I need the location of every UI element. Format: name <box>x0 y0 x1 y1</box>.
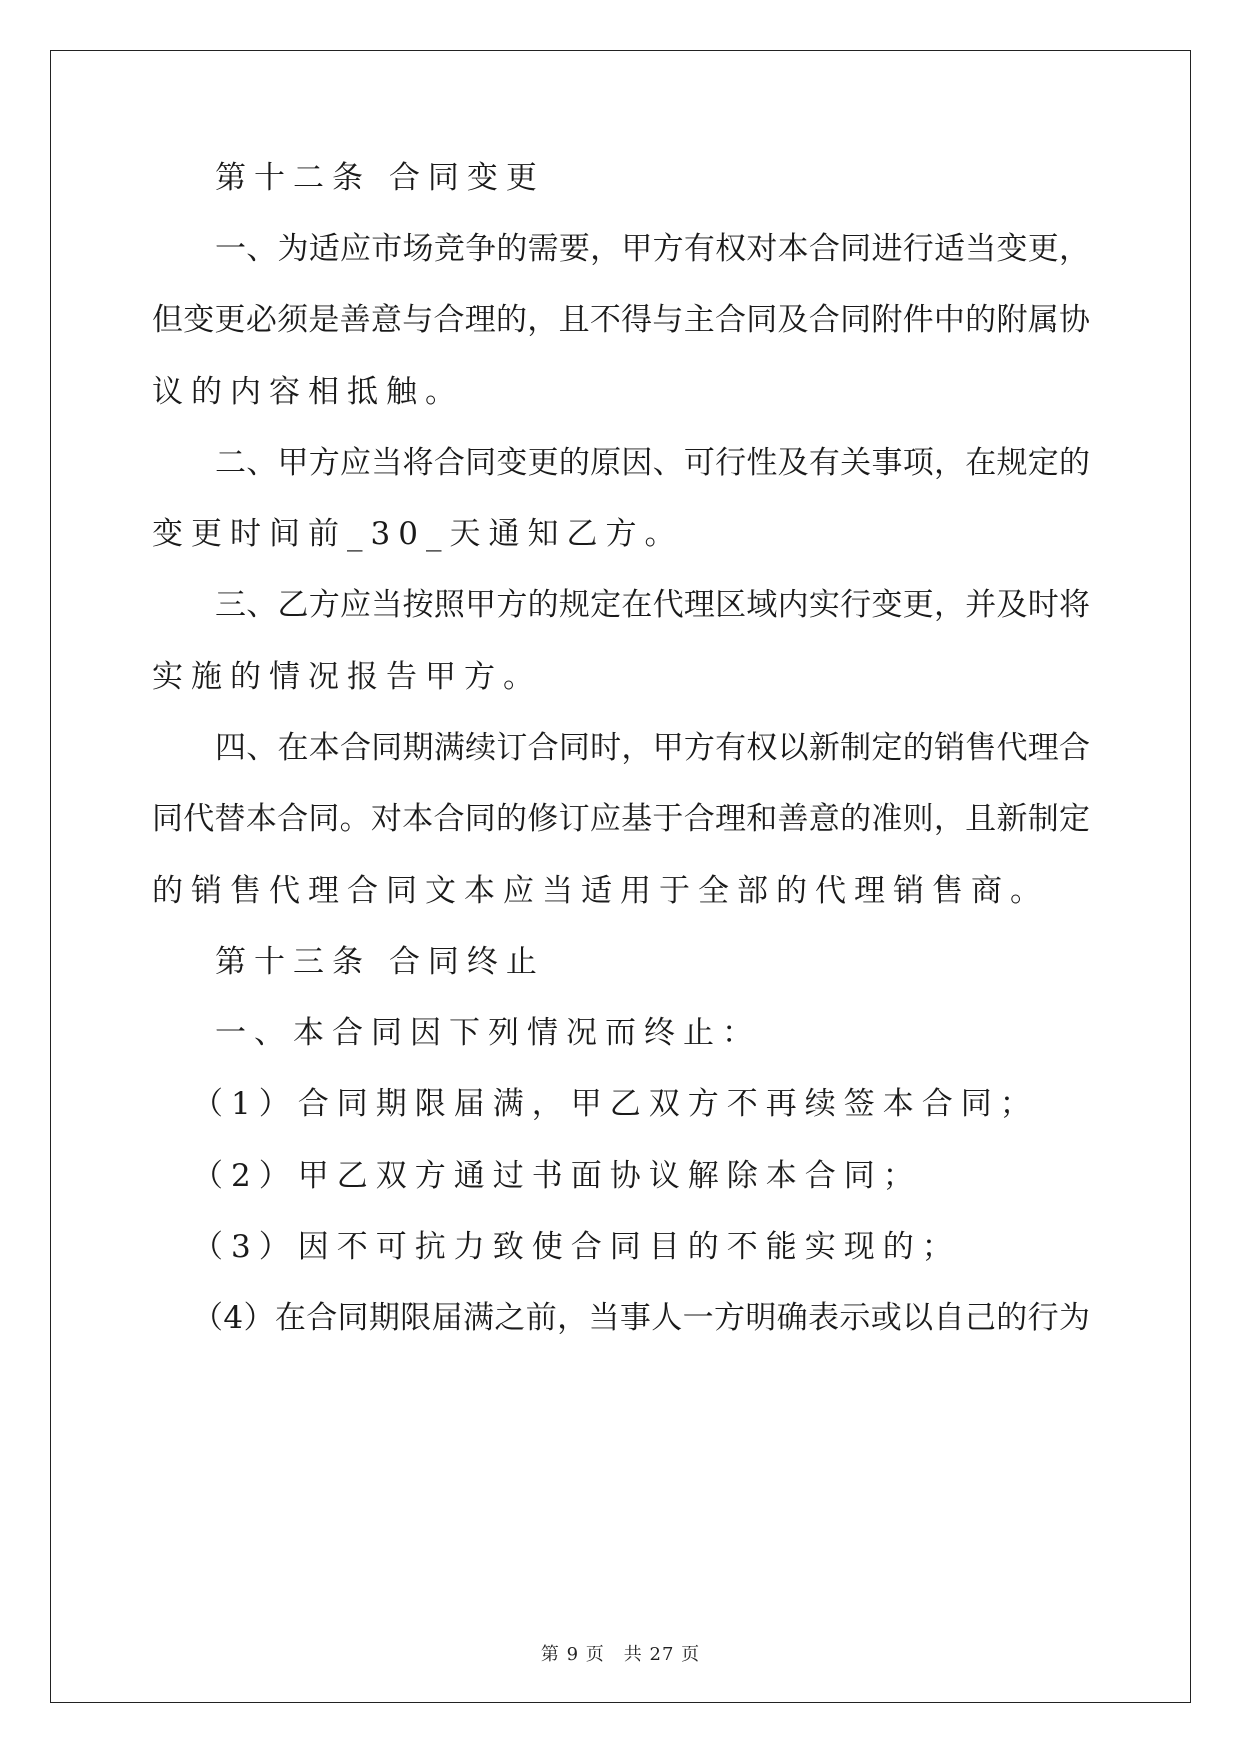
paragraph-line: 议的内容相抵触。 <box>152 374 464 410</box>
paragraph-line: 同代替本合同。对本合同的修订应基于合理和善意的准则，且新制定 <box>152 801 1090 837</box>
paragraph-line: 四、在本合同期满续订合同时，甲方有权以新制定的销售代理合 <box>215 730 1090 766</box>
paragraph-line: 的销售代理合同文本应当适用于全部的代理销售商。 <box>152 873 1049 909</box>
paragraph-line: 一、为适应市场竞争的需要，甲方有权对本合同进行适当变更， <box>215 231 1090 267</box>
page-number: 第 9 页 共 27 页 <box>540 1644 701 1665</box>
paragraph-line: 三、乙方应当按照甲方的规定在代理区域内实行变更，并及时将 <box>215 587 1090 623</box>
list-item: （3）因不可抗力致使合同目的不能实现的； <box>192 1229 961 1265</box>
paragraph-line: 变更时间前_30_天通知乙方。 <box>152 516 684 552</box>
paragraph-line: 二、甲方应当将合同变更的原因、可行性及有关事项，在规定的 <box>215 445 1090 481</box>
article-12-heading: 第十二条 合同变更 <box>215 160 545 196</box>
paragraph-line: 但变更必须是善意与合理的，且不得与主合同及合同附件中的附属协 <box>152 302 1090 338</box>
list-item: （2）甲乙双方通过书面协议解除本合同； <box>192 1158 922 1194</box>
paragraph-line: 实施的情况报告甲方。 <box>152 659 542 695</box>
paragraph-line: 一、本合同因下列情况而终止： <box>215 1015 761 1051</box>
article-13-heading: 第十三条 合同终止 <box>215 944 545 980</box>
list-item: （4）在合同期限届满之前，当事人一方明确表示或以自己的行为 <box>192 1300 1090 1336</box>
list-item: （1）合同期限届满，甲乙双方不再续签本合同； <box>192 1086 1039 1122</box>
